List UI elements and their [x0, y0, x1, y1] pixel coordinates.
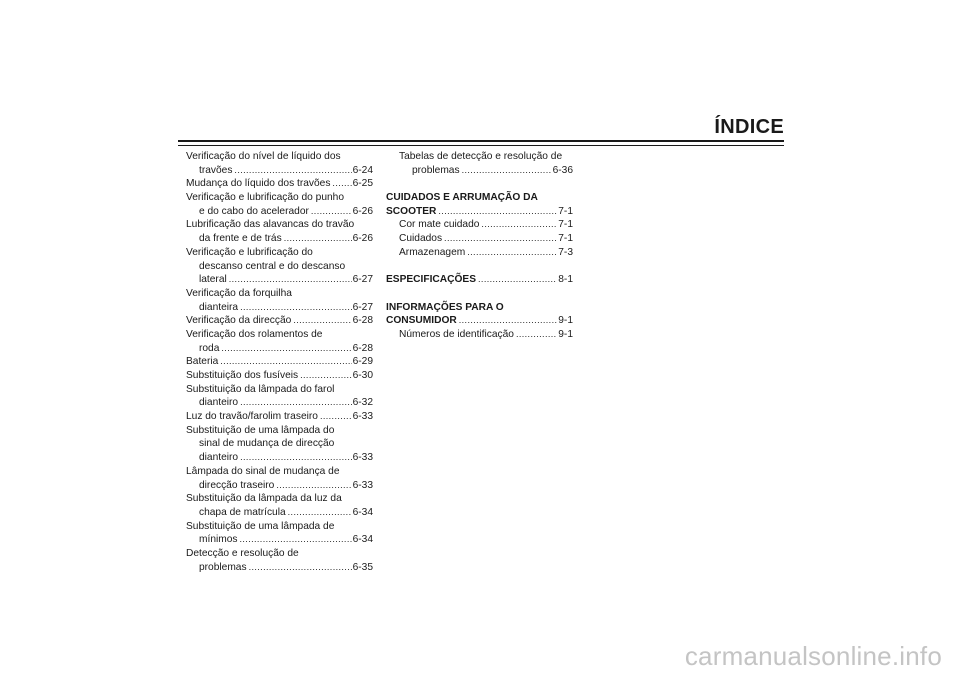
toc-entry-label: e do cabo do acelerador [199, 205, 309, 217]
leader-dots [220, 355, 351, 369]
toc-page-number: 6-26 [352, 205, 373, 217]
leader-dots [240, 301, 352, 315]
toc-page-number: 6-24 [352, 164, 373, 176]
toc-entry-row[interactable] [186, 164, 373, 178]
toc-entry-line: Substituição de uma lâmpada de [186, 520, 335, 532]
leader-dots [229, 273, 352, 287]
toc-entry-line: sinal de mudança de direcção [199, 438, 335, 450]
toc-page-number: 7-1 [558, 233, 573, 245]
toc-entry-row[interactable] [186, 314, 373, 328]
toc-entry-line: Substituição da lâmpada da luz da [186, 493, 342, 505]
toc-entry-label: dianteiro [199, 452, 239, 464]
toc-entry-row[interactable] [386, 328, 573, 342]
toc-entry-row[interactable] [186, 533, 373, 547]
toc-entry-line: Verificação e lubrificação do punho [186, 192, 345, 204]
page-title: ÍNDICE [714, 116, 784, 138]
toc-page-number: 8-1 [558, 274, 573, 286]
toc-entry-label: lateral [199, 274, 227, 286]
toc-entry-line: Verificação e lubrificação do [186, 246, 313, 258]
section-title-label: SCOOTER [386, 205, 437, 217]
toc-entry-label: Cor mate cuidado [399, 219, 480, 231]
toc-page-number: 6-28 [352, 315, 373, 327]
toc-entry-row[interactable] [386, 232, 573, 246]
watermark-text: carmanualsonline.info [684, 641, 942, 671]
leader-dots [240, 396, 352, 410]
toc-entry-label: Bateria [186, 356, 219, 368]
toc-entry-row[interactable] [186, 273, 373, 287]
toc-page-number: 6-28 [352, 342, 373, 354]
toc-entry-label: direcção traseiro [199, 479, 275, 491]
toc-entry-label: Mudança do líquido dos travões [186, 178, 331, 190]
toc-entry-label: travões [199, 164, 233, 176]
toc-left-column [186, 150, 373, 574]
toc-entry-label: chapa de matrícula [199, 506, 286, 518]
leader-dots [311, 205, 352, 219]
toc-entry-row[interactable] [186, 342, 373, 356]
toc-entry-row[interactable] [386, 246, 573, 260]
leader-dots [240, 451, 352, 465]
toc-entry-row[interactable] [386, 164, 573, 178]
toc-entry-row[interactable] [186, 451, 373, 465]
leader-dots [467, 246, 557, 260]
toc-entry-line: Verificação da forquilha [186, 287, 292, 299]
toc-page-number: 6-33 [352, 452, 373, 464]
toc-entry-label: Substituição dos fusíveis [186, 370, 299, 381]
toc-entry-row[interactable] [186, 355, 373, 369]
toc-entry-row[interactable] [186, 396, 373, 410]
toc-page-number: 6-35 [352, 561, 373, 573]
leader-dots [462, 164, 552, 178]
leader-dots [444, 232, 557, 246]
section-title-row[interactable] [386, 205, 573, 219]
toc-page-number: 9-1 [558, 315, 573, 327]
section-title-row[interactable] [386, 273, 573, 287]
toc-entry-row[interactable] [186, 177, 373, 191]
toc-entry-label: Cuidados [399, 233, 443, 245]
toc-page-number: 7-1 [558, 205, 573, 217]
leader-dots [234, 164, 351, 178]
toc-page-number: 6-29 [352, 356, 373, 368]
toc-entry-line: Detecção e resolução de [186, 547, 299, 559]
toc-page-number: 6-34 [352, 506, 373, 518]
toc-entry-label: Verificação da direcção [186, 315, 292, 327]
toc-entry-label: dianteiro [199, 397, 239, 409]
toc-page-number: 7-3 [558, 246, 573, 258]
section-title: INFORMAÇÕES PARA O [386, 301, 504, 313]
toc-entry-label: Armazenagem [399, 246, 466, 258]
leader-dots [249, 561, 352, 575]
toc-entry-label: Números de identificação [399, 328, 514, 340]
toc-entry-line: Lubrificação das alavancas do travão [186, 219, 355, 231]
leader-dots [300, 369, 351, 383]
section-title-label: CONSUMIDOR [386, 315, 457, 327]
toc-page-number: 6-33 [352, 479, 373, 491]
toc-page-number: 6-34 [352, 534, 373, 546]
toc-entry-row[interactable] [186, 410, 373, 424]
toc-entry-line: Tabelas de detecção e resolução de [399, 151, 563, 162]
toc-entry-label: mínimos [199, 534, 238, 546]
toc-entry-line: Substituição da lâmpada do farol [186, 383, 335, 395]
leader-dots [288, 506, 352, 520]
toc-entry-row[interactable] [186, 232, 373, 246]
toc-page-number: 6-33 [352, 411, 373, 423]
toc-entry-row[interactable] [186, 301, 373, 315]
toc-entry-line: Lâmpada do sinal de mudança de [186, 465, 340, 477]
leader-dots [459, 314, 558, 328]
toc-page-number: 6-27 [352, 274, 373, 286]
leader-dots [284, 232, 352, 246]
leader-dots [240, 533, 352, 547]
leader-dots [438, 205, 557, 219]
leader-dots [320, 410, 352, 424]
toc-page-number: 6-26 [352, 233, 373, 245]
leader-dots [516, 328, 557, 342]
toc-page-number: 6-25 [352, 178, 373, 190]
toc-entry-label: Luz do travão/farolim traseiro [186, 411, 318, 423]
toc-page-number: 6-36 [552, 164, 573, 176]
toc-page-number: 7-1 [558, 219, 573, 231]
toc-entry-label: roda [199, 342, 220, 354]
section-title-label: ESPECIFICAÇÕES [386, 274, 477, 286]
toc-entry-label: dianteira [199, 301, 239, 313]
toc-entry-label: problemas [412, 164, 460, 176]
toc-entry-row[interactable] [386, 218, 573, 232]
leader-dots [481, 218, 557, 232]
toc-entry-line: descanso central e do descanso [199, 260, 346, 272]
toc-entry-label: da frente e de trás [199, 233, 282, 245]
header-rule-thin [178, 145, 784, 146]
toc-entry-row[interactable] [186, 479, 373, 493]
leader-dots [293, 314, 351, 328]
toc-entry-line: Substituição de uma lâmpada do [186, 424, 335, 436]
toc-page-number: 6-30 [352, 370, 373, 381]
toc-right-column [386, 150, 573, 342]
section-title: CUIDADOS E ARRUMAÇÃO DA [386, 192, 538, 204]
toc-entry-row[interactable] [186, 506, 373, 520]
toc-entry-row[interactable] [186, 205, 373, 219]
leader-dots [276, 479, 351, 493]
section-title-row[interactable] [386, 314, 573, 328]
leader-dots [478, 273, 557, 287]
toc-entry-row[interactable] [186, 369, 373, 383]
toc-page-number: 9-1 [558, 328, 573, 340]
toc-entry-row[interactable] [186, 561, 373, 575]
toc-entry-label: problemas [199, 561, 247, 573]
toc-entry-line: Verificação do nível de líquido dos [186, 151, 341, 162]
toc-page-number: 6-27 [352, 301, 373, 313]
toc-entry-line: Verificação dos rolamentos de [186, 328, 323, 340]
leader-dots [332, 177, 351, 191]
leader-dots [221, 342, 351, 356]
header-rule-thick [178, 140, 784, 142]
toc-page-number: 6-32 [352, 397, 373, 409]
